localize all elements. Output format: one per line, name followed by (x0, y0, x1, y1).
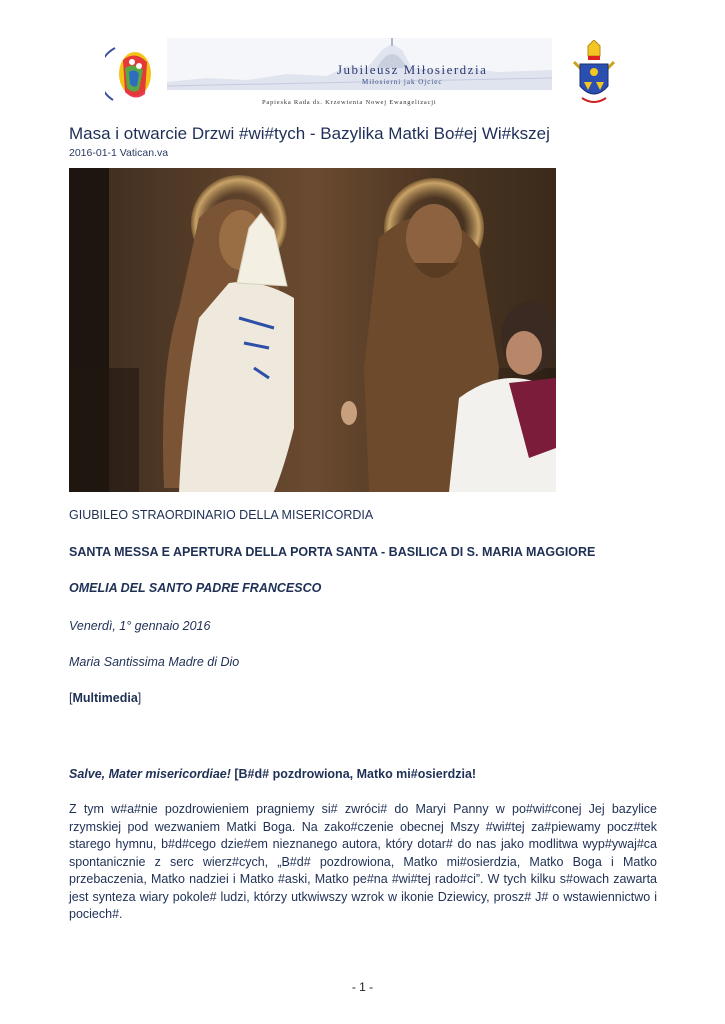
bracket-open: [ (69, 691, 73, 705)
event-name: GIUBILEO STRAORDINARIO DELLA MISERICORDIA (69, 508, 374, 522)
jubilee-banner (167, 38, 552, 116)
homily-heading: OMELIA DEL SANTO PADRE FRANCESCO (69, 581, 322, 595)
date-source: 2016-01-1 Vatican.va (69, 147, 169, 159)
council-name: Papieska Rada ds. Krzewienia Nowej Ewangelizacji (262, 99, 437, 106)
salve-polish: [B#d# pozdrowiona, Matko mi#osierdzia! (230, 767, 477, 781)
homily-date: Venerdì, 1° gennaio 2016 (69, 619, 211, 633)
papal-coat-of-arms-icon (568, 40, 620, 110)
page-title: Masa i otwarcie Drzwi #wi#tych - Bazylika Matki Bo#ej Wi#kszej (69, 124, 550, 143)
jubilee-logo-icon (105, 40, 157, 112)
multimedia-link[interactable]: Multimedia (72, 691, 138, 705)
salve-latin: Salve, Mater misericordiae! (69, 767, 231, 781)
jubilee-motto: Miłosierni jak Ojciec (362, 78, 443, 86)
page-header (105, 38, 620, 116)
homily-paragraph: Z tym w#a#nie pozdrowieniem pragniemy si# zwróci# do Maryi Panny w po#wi#conej Jej bazylice rzymskiej pod wezwaniem Matki Boga. Na zako#czenie obecnej Mszy #wi#tej za#piewamy pocz#tek starego hymnu, b#d#cego dzie#em nieznanego autora, który dotar# do nas jako modlitwa wyp#ywaj#ca spontanicznie z serc wierz#cych, „B#d# pozdrowiona, Matko mi#osierdzia, Matko Boga i Matko przebaczenia, Matko nadziei i Matko #aski, Matko pe#na #wi#tej rado#ci”. W tych kilku s#owach zawarta jest synteza wiary pokole# ludzi, którzy utkwiwszy wzrok w ikonie Dziewicy, prosz# J# o wstawiennictwo i pociech#. (69, 802, 657, 921)
jubilee-title: Jubileusz Miłosierdzia (337, 62, 488, 77)
multimedia-line (69, 691, 657, 705)
page-number: - 1 - (351, 980, 374, 994)
bracket-close: ] (137, 691, 142, 705)
mass-heading: SANTA MESSA E APERTURA DELLA PORTA SANTA - BASILICA DI S. MARIA MAGGIORE (69, 545, 596, 559)
feast-name: Maria Santissima Madre di Dio (69, 655, 240, 669)
holy-door-photo (69, 168, 556, 492)
salve-line (69, 767, 657, 781)
